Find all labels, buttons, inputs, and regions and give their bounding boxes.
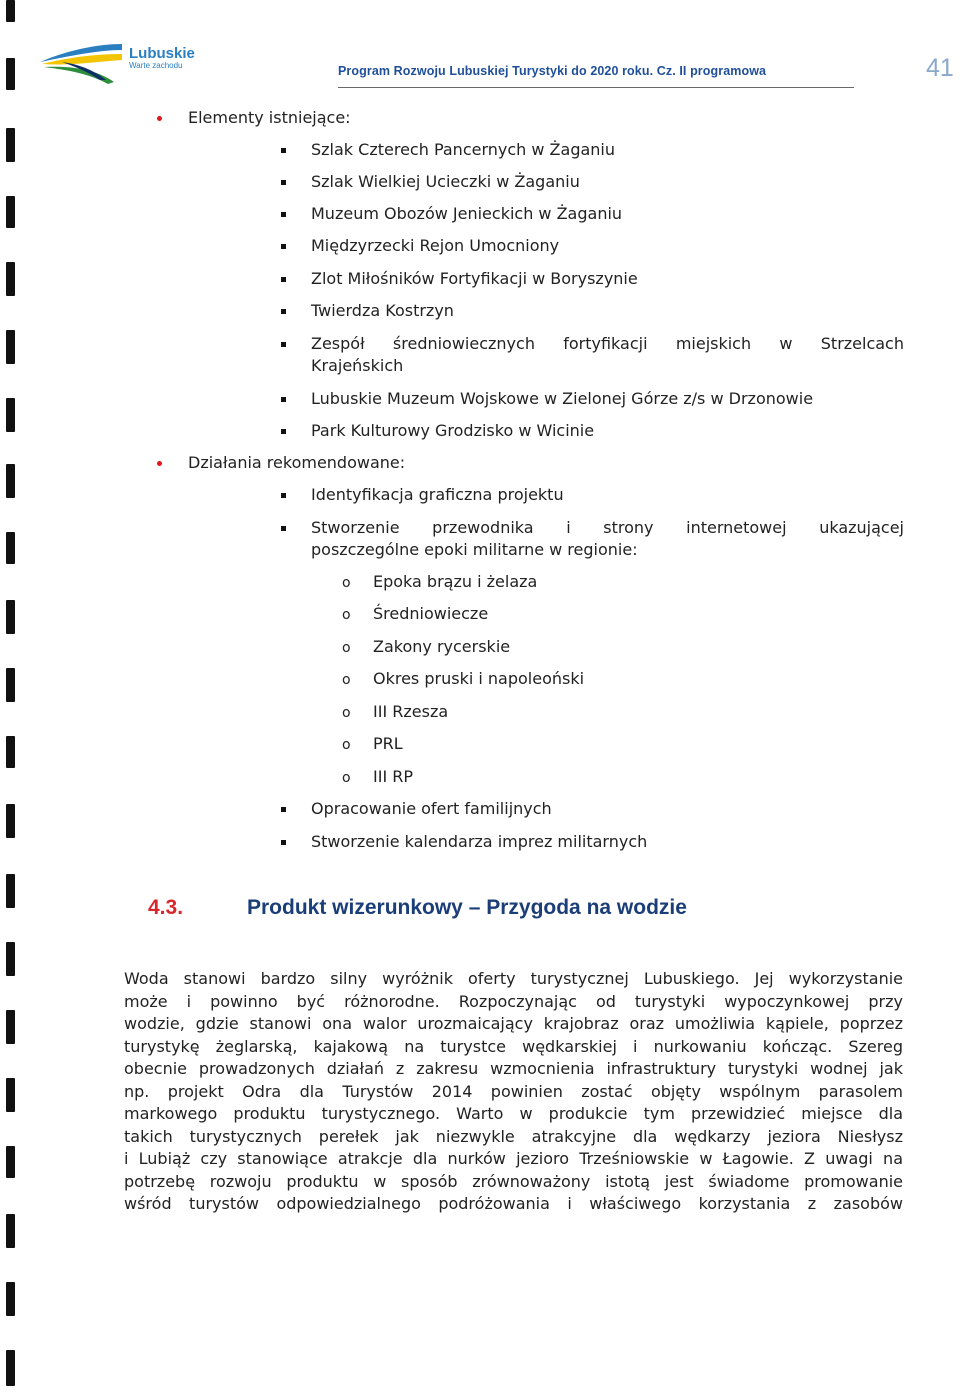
- bullet-square: [281, 342, 286, 347]
- bullet-red: [157, 461, 162, 466]
- list-item: Twierdza Kostrzyn: [311, 301, 454, 320]
- bullet-square: [281, 212, 286, 217]
- section-title: Produkt wizerunkowy – Przygoda na wodzie: [247, 896, 687, 919]
- list-item: Międzyrzecki Rejon Umocniony: [311, 236, 560, 255]
- existing-heading: Elementy istniejące:: [188, 108, 351, 127]
- bullet-red: [157, 116, 162, 121]
- bullet-square: [281, 309, 286, 314]
- list-item: Stworzenie kalendarza imprez militarnych: [311, 832, 648, 851]
- bullet-square: [281, 244, 286, 249]
- list-item: Lubuskie Muzeum Wojskowe w Zielonej Górze z/s w Drzonowie: [311, 389, 814, 408]
- bullet-square: [281, 180, 286, 185]
- list-item: Zespół średniowiecznych fortyfikacji miejskich w Strzelcach: [311, 334, 904, 353]
- page-number: 41: [926, 54, 954, 82]
- sub-bullet: o: [342, 672, 351, 688]
- paragraph-line: wodzie, gdzie stanowi ona walor urozmaicający krajobraz oraz umożliwia kąpiele, poprzez: [124, 1014, 903, 1033]
- bullet-square: [281, 429, 286, 434]
- sub-list-item: Okres pruski i napoleoński: [373, 669, 585, 688]
- sub-bullet: o: [342, 575, 351, 591]
- list-item-continuation: Krajeńskich: [311, 356, 404, 375]
- paragraph-line: markowego produktu turystycznego. Warto w produkcie tym przewidzieć miejsce dla: [124, 1104, 903, 1123]
- sub-list-item: Średniowiecze: [373, 604, 489, 623]
- bullet-square: [281, 493, 286, 498]
- paragraph-line: turystykę żeglarską, kajakową na turystce wędkarskiej i nurkowaniu kończąc. Szereg: [124, 1037, 903, 1056]
- sub-bullet: o: [342, 770, 351, 786]
- paragraph-line: np. projekt Odra dla Turystów 2014 powinien zostać objęty wspólnym parasolem: [124, 1082, 903, 1101]
- logo-tagline: Warte zachodu: [129, 61, 183, 70]
- logo-name: Lubuskie: [129, 45, 195, 62]
- bullet-square: [281, 277, 286, 282]
- list-item: Park Kulturowy Grodzisko w Wicinie: [311, 421, 595, 440]
- recommended-heading: Działania rekomendowane:: [188, 453, 406, 472]
- paragraph-line: i Lubiąż czy stanowiące atrakcje dla nurków jezioro Trześniowskie w Łagowie. Z uwagi na: [124, 1149, 903, 1168]
- list-item: Szlak Czterech Pancernych w Żaganiu: [311, 140, 616, 159]
- paragraph-line: potrzebę rozwoju produktu w sposób zrównoważony istotą jest świadome promowanie: [124, 1172, 903, 1191]
- sub-bullet: o: [342, 705, 351, 721]
- binding-marks: [6, 0, 22, 1393]
- list-item: Identyfikacja graficzna projektu: [311, 485, 564, 504]
- header-title: Program Rozwoju Lubuskiej Turystyki do 2020 roku. Cz. II programowa: [338, 64, 767, 78]
- list-item: Opracowanie ofert familijnych: [311, 799, 552, 818]
- bullet-square: [281, 840, 286, 845]
- sub-bullet: o: [342, 737, 351, 753]
- sub-list-item: PRL: [373, 734, 403, 753]
- sub-list-item: III RP: [373, 767, 414, 786]
- sub-list-item: III Rzesza: [373, 702, 449, 721]
- list-item: Zlot Miłośników Fortyfikacji w Boryszynie: [311, 269, 638, 288]
- header-rule: [338, 87, 854, 88]
- bullet-square: [281, 807, 286, 812]
- sub-list-item: Zakony rycerskie: [373, 637, 511, 656]
- section-number: 4.3.: [148, 896, 184, 919]
- sub-bullet: o: [342, 607, 351, 623]
- list-item: Szlak Wielkiej Ucieczki w Żaganiu: [311, 172, 580, 191]
- sub-list-item: Epoka brązu i żelaza: [373, 572, 538, 591]
- sub-bullet: o: [342, 640, 351, 656]
- paragraph-line: Woda stanowi bardzo silny wyróżnik oferty turystycznej Lubuskiego. Jej wykorzystanie: [124, 969, 903, 988]
- paragraph-line: może i powinno być różnorodne. Rozpoczynając od turystyki wypoczynkowej przy: [124, 992, 903, 1011]
- list-item-continuation: poszczególne epoki militarne w regionie:: [311, 540, 638, 559]
- paragraph-line: takich turystycznych perełek jak niezwykle atrakcyjne dla wędkarzy jeziora Niesłysz: [124, 1127, 903, 1146]
- bullet-square: [281, 148, 286, 153]
- bullet-square: [281, 397, 286, 402]
- bullet-square: [281, 526, 286, 531]
- list-item: Muzeum Obozów Jenieckich w Żaganiu: [311, 204, 623, 223]
- paragraph-line: obecnie prowadzonych działań z zakresu wzmocnienia infrastruktury turystyki wodnej jak: [124, 1059, 903, 1078]
- paragraph-line: wśród turystów odpowiedzialnego podróżowania i właściwego korzystania z zasobów: [124, 1194, 903, 1213]
- logo-text: [129, 46, 195, 71]
- list-item: Stworzenie przewodnika i strony internetowej ukazującej: [311, 518, 904, 537]
